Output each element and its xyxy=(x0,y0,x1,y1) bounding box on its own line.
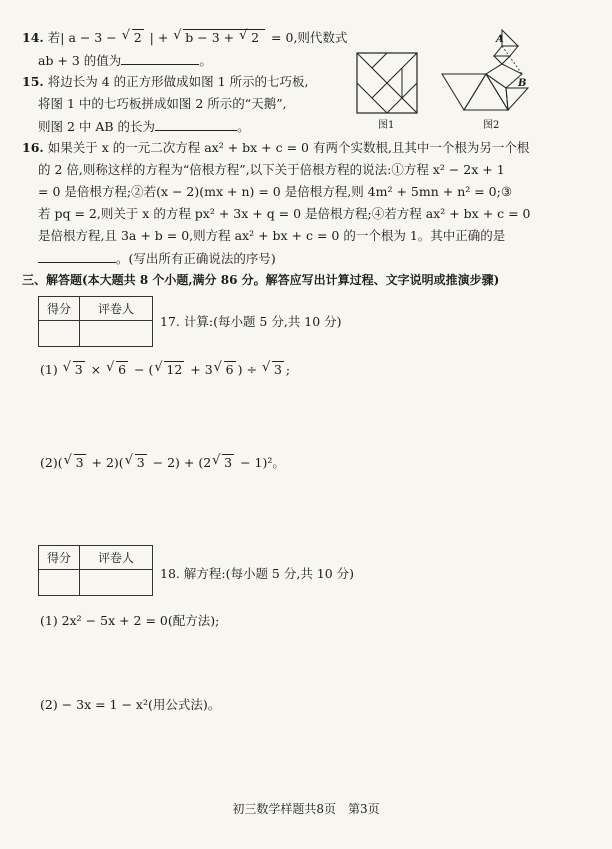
score-cell[interactable] xyxy=(39,570,80,596)
operator: ) ÷ xyxy=(237,362,257,377)
question-text: 将图 1 中的七巧板拼成如图 2 所示的“天鹅”, xyxy=(38,96,287,111)
punctuation: 。 xyxy=(199,53,212,68)
question-16-line-3 xyxy=(38,184,512,200)
sqrt-expression: √ 6 xyxy=(106,360,127,377)
question-number: 14. xyxy=(22,30,44,45)
question-text: 如果关于 x 的一元二次方程 ax² + bx + c = 0 有两个实数根,且其中一个根为另一个根 xyxy=(47,140,530,155)
sqrt-expression: √ 3 xyxy=(63,453,84,470)
sqrt-expression: √ b − 3 + √ 2 xyxy=(173,30,267,46)
question-text: 的 2 倍,则称这样的方程为“倍根方程”,以下关于倍根方程的说法:①方程 x² − 2x + 1 xyxy=(38,162,505,177)
radicand: 6 xyxy=(225,362,234,377)
punctuation: 。 xyxy=(237,119,250,134)
figure-1-caption: 图1 xyxy=(378,120,395,131)
question-text: a − 3 − xyxy=(68,30,117,45)
question-15-line-2 xyxy=(38,96,287,112)
question-text: ab + 3 的值为 xyxy=(38,53,122,68)
sqrt-expression: √ 3 xyxy=(212,453,233,470)
grader-header: 评卷人 xyxy=(80,546,153,570)
question-16-line-1 xyxy=(22,140,529,156)
sqrt-expression: √ 3 xyxy=(124,453,145,470)
grader-cell[interactable] xyxy=(80,321,153,347)
score-box xyxy=(38,545,153,596)
sqrt-expression: √ 2 xyxy=(239,28,260,45)
sqrt-expression: √ 2 xyxy=(121,28,142,45)
grader-cell[interactable] xyxy=(80,570,153,596)
score-cell[interactable] xyxy=(39,321,80,347)
question-text: 是倍根方程,且 3a + b = 0,则方程 ax² + bx + c = 0 的一个根为 1。其中正确的是 xyxy=(38,228,506,243)
answer-blank[interactable] xyxy=(38,250,116,263)
radicand: 3 xyxy=(74,362,83,377)
operator: − 1)²。 xyxy=(240,455,285,470)
question-text: 若 pq = 2,则关于 x 的方程 px² + 3x + q = 0 是倍根方程;④若方程 ax² + bx + c = 0 xyxy=(38,206,531,221)
score-header: 得分 xyxy=(39,546,80,570)
question-17-part-2 xyxy=(40,455,285,471)
question-15-line-3 xyxy=(38,118,250,135)
question-18-part-2: (2) − 3x = 1 − x²(用公式法)。 xyxy=(40,697,221,712)
score-box xyxy=(38,296,153,347)
sqrt-expression: √ 3 xyxy=(62,360,83,377)
question-18-part-1: (1) 2x² − 5x + 2 = 0(配方法); xyxy=(40,613,220,628)
question-16-line-6 xyxy=(38,250,276,267)
question-text: 。(写出所有正确说法的序号) xyxy=(116,251,276,266)
answer-blank[interactable] xyxy=(155,118,237,131)
question-14-line-1 xyxy=(22,30,347,46)
point-a-label: A xyxy=(496,34,504,45)
operator: − 2) + (2 xyxy=(152,455,212,470)
question-17-title: 17. 计算:(每小题 5 分,共 10 分) xyxy=(160,314,342,329)
question-text: 则图 2 中 AB 的长为 xyxy=(38,119,156,134)
swan-tangram-figure xyxy=(436,26,546,116)
point-b-label: B xyxy=(518,78,527,89)
question-text: = 0,则代数式 xyxy=(271,30,348,45)
question-16-line-2 xyxy=(38,162,505,178)
figure-2-caption: 图2 xyxy=(483,120,500,131)
question-15-line-1 xyxy=(22,74,309,90)
part-label: (1) xyxy=(40,362,58,377)
operator: + 2)( xyxy=(91,455,124,470)
tangram-square-figure xyxy=(356,52,418,114)
radicand: 6 xyxy=(118,362,127,377)
radicand: 12 xyxy=(166,362,183,377)
radicand: 2 xyxy=(251,30,260,45)
question-16-line-5 xyxy=(38,228,505,244)
question-16-line-4 xyxy=(38,206,531,222)
question-text: 将边长为 4 的正方形做成如图 1 所示的七巧板, xyxy=(47,74,309,89)
operator: × xyxy=(90,362,102,377)
radicand: 3 xyxy=(224,455,233,470)
radicand: 3 xyxy=(75,455,84,470)
radicand: 3 xyxy=(136,455,145,470)
radicand: 3 xyxy=(273,362,282,377)
question-text: = 0 是倍根方程;②若(x − 2)(mx + n) = 0 是倍根方程,则 4m² + 5mn + n² = 0;③ xyxy=(38,184,513,199)
question-number: 15. xyxy=(22,74,44,89)
sqrt-expression: √ 3 xyxy=(261,360,282,377)
part-label: (2)( xyxy=(40,455,63,470)
question-17-part-1 xyxy=(40,362,290,378)
question-text: | + xyxy=(149,30,169,45)
score-header: 得分 xyxy=(39,297,80,321)
sqrt-expression: √ 12 xyxy=(154,360,183,377)
answer-blank[interactable] xyxy=(121,52,199,65)
question-18-title: 18. 解方程:(每小题 5 分,共 10 分) xyxy=(160,566,355,581)
section-3-title: 三、解答题(本大题共 8 个小题,满分 86 分。解答应写出计算过程、文字说明或推演步骤) xyxy=(22,273,500,287)
radicand: 2 xyxy=(133,30,142,45)
punctuation: ; xyxy=(285,362,291,377)
grader-header: 评卷人 xyxy=(80,297,153,321)
page-footer: 初三数学样题共8页 第3页 xyxy=(232,802,380,816)
radicand: b − 3 + xyxy=(185,30,235,45)
operator: + 3 xyxy=(190,362,213,377)
sqrt-expression: √ 6 xyxy=(213,360,234,377)
operator: − ( xyxy=(134,362,154,377)
question-14-line-2 xyxy=(38,52,212,69)
question-number: 16. xyxy=(22,140,44,155)
question-text: 若| xyxy=(47,30,65,45)
